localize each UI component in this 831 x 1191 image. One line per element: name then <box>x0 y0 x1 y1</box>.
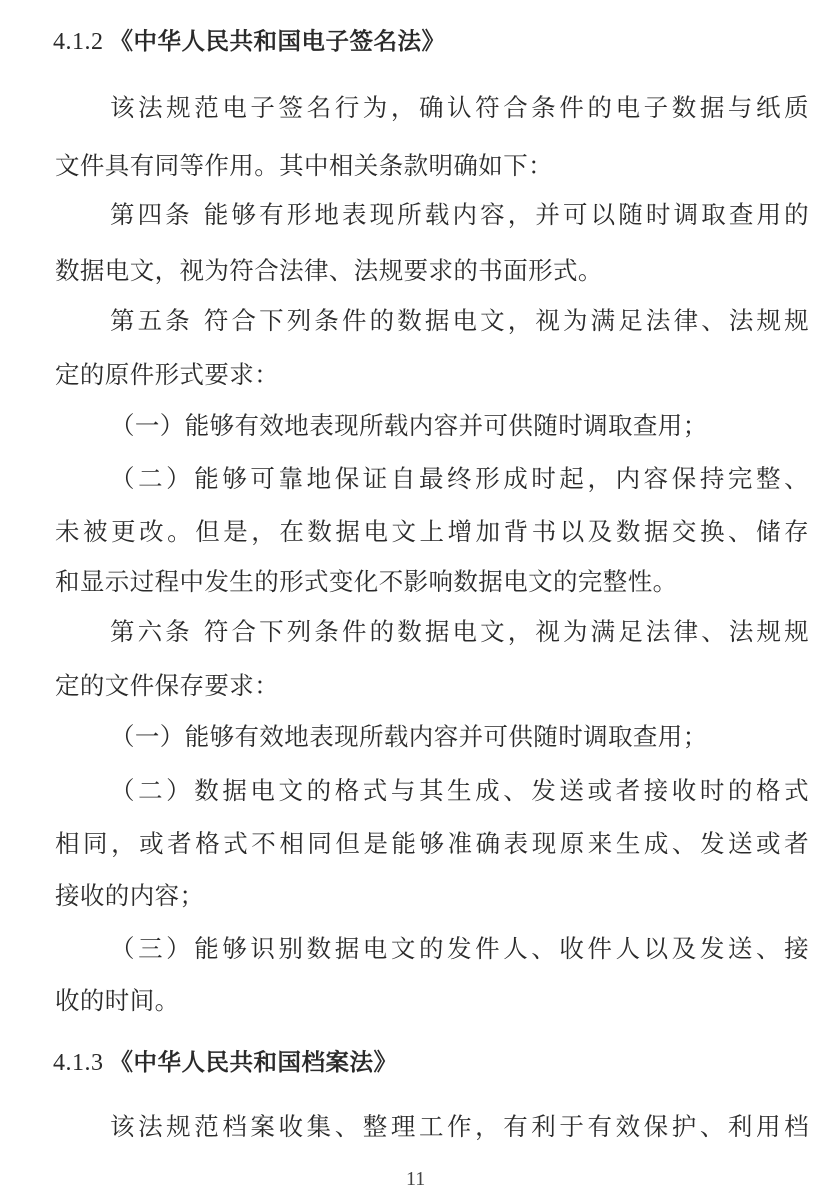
article-line: 第六条 符合下列条件的数据电文，视为满足法律、法规规 <box>110 617 809 646</box>
paragraph-line: 定的原件形式要求： <box>55 360 280 389</box>
section-number: 4.1.2 <box>53 29 104 55</box>
clause-line: （二）能够可靠地保证自最终形成时起，内容保持完整、 <box>110 464 809 493</box>
section-number: 4.1.3 <box>53 1050 104 1076</box>
paragraph-line: 收的时间。 <box>55 986 180 1015</box>
paragraph-line: 文件具有同等作用。其中相关条款明确如下： <box>55 151 553 180</box>
clause-line: （三）能够识别数据电文的发件人、收件人以及发送、接 <box>110 934 809 963</box>
article-line: 第五条 符合下列条件的数据电文，视为满足法律、法规规 <box>110 306 809 335</box>
paragraph-line: 该法规范档案收集、整理工作，有利于有效保护、利用档 <box>110 1112 809 1141</box>
paragraph-line: 接收的内容； <box>55 881 205 910</box>
section-heading-4-1-2 <box>53 22 446 56</box>
clause-line: （一）能够有效地表现所载内容并可供随时调取查用； <box>110 722 708 751</box>
page-number: 11 <box>406 1168 426 1190</box>
section-title: 《中华人民共和国档案法》 <box>109 1048 398 1076</box>
section-title: 《中华人民共和国电子签名法》 <box>109 27 446 55</box>
paragraph-line: 该法规范电子签名行为，确认符合条件的电子数据与纸质 <box>110 93 809 122</box>
section-heading-4-1-3 <box>53 1043 398 1077</box>
paragraph-line: 未被更改。但是，在数据电文上增加背书以及数据交换、储存 <box>55 517 809 546</box>
paragraph-line: 和显示过程中发生的形式变化不影响数据电文的完整性。 <box>55 567 678 596</box>
paragraph-line: 数据电文，视为符合法律、法规要求的书面形式。 <box>55 256 603 285</box>
article-line: 第四条 能够有形地表现所载内容，并可以随时调取查用的 <box>110 200 809 229</box>
clause-line: （一）能够有效地表现所载内容并可供随时调取查用； <box>110 411 708 440</box>
paragraph-line: 定的文件保存要求： <box>55 671 280 700</box>
paragraph-line: 相同，或者格式不相同但是能够准确表现原来生成、发送或者 <box>55 829 809 858</box>
clause-line: （二）数据电文的格式与其生成、发送或者接收时的格式 <box>110 776 809 805</box>
